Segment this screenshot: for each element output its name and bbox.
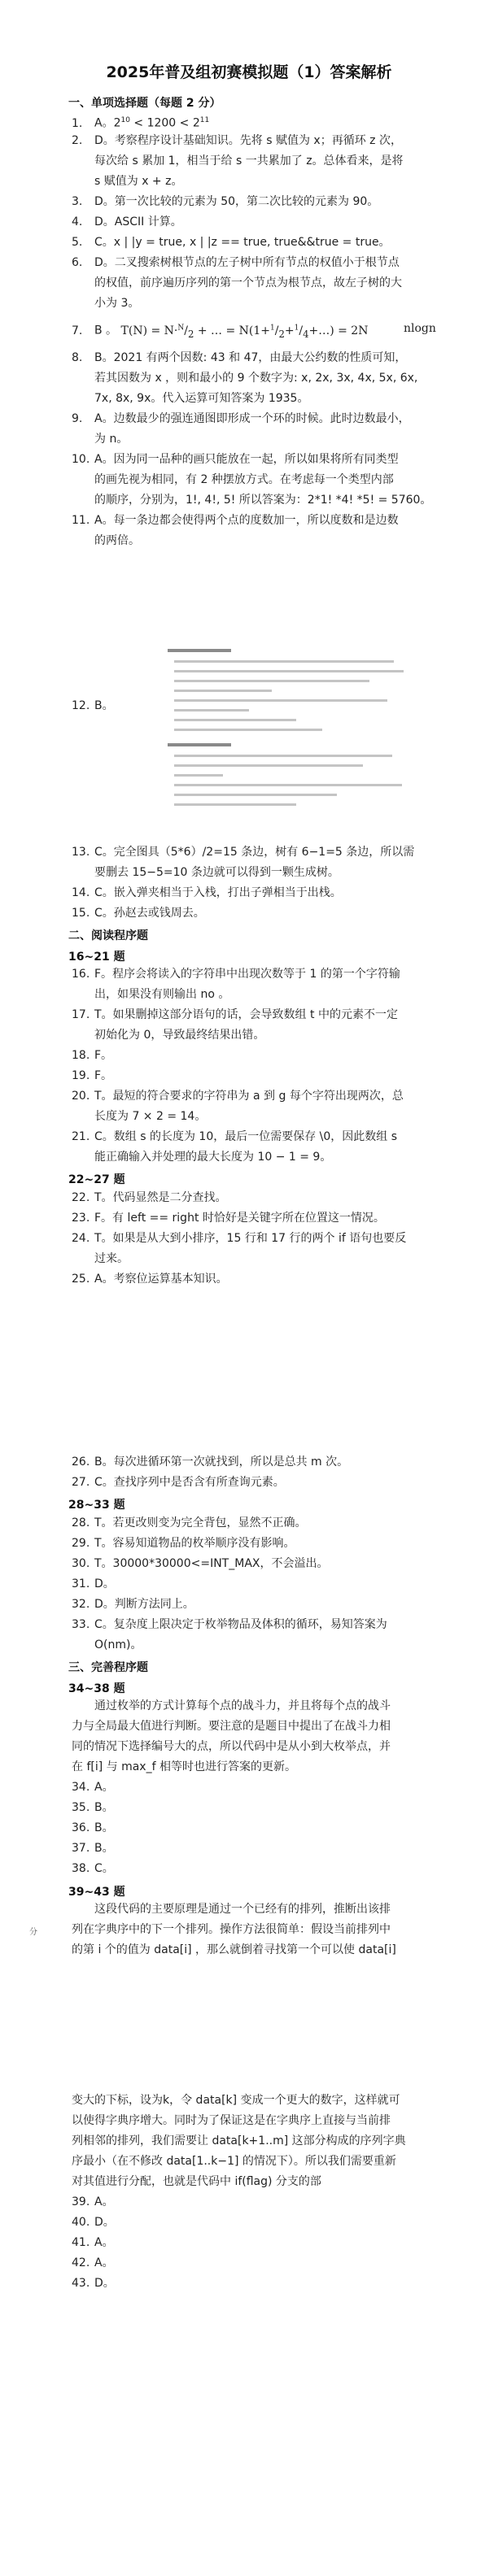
answer-34: 34. A。 <box>72 1781 114 1794</box>
answer-9: 9. A。边数最少的强连通图即形成一个环的时候。此时边数最小， 为 n。 <box>72 412 410 446</box>
answer-32: 32. D。判断方法同上。 <box>72 1598 194 1611</box>
answer-4: 4. D。ASCII 计算。 <box>72 215 182 228</box>
answer-30: 30. T。30000*30000<=INT_MAX，不会溢出。 <box>72 1557 329 1570</box>
answer-10: 10. A。因为同一品种的画只能放在一起，所以如果将所有同类型 的画先视为相同，有 2 种摆放方式。在考虑每一个类型内部 的顺序，分别为，1!, 4!, 5! 所以答案为：2*1! *4! *5! = 5760。 <box>72 453 432 507</box>
group-heading-16-21: 16~21 题 <box>68 951 125 964</box>
answer-13: 13. C。完全图具（5*6）/2=15 条边，树有 6−1=5 条边，所以需 要删去 15−5=10 条边就可以得到一颗生成树。 <box>72 846 415 879</box>
margin-mark: 分 <box>29 1928 37 1937</box>
explanation-34-38: 通过枚举的方式计算每个点的战斗力，并且将每个点的战斗 力与全局最大值进行判断。要注意的是题目中提出了在战斗力相 同的情况下选择编号大的点，所以代码中是从小到大枚举点，并 在 f[i] 与 max_f 相等时也进行答案的更新。 <box>72 1699 391 1773</box>
answer-31: 31. D。 <box>72 1577 115 1590</box>
answer-12: 12. B。 <box>72 699 114 712</box>
group-heading-28-33: 28~33 题 <box>68 1499 125 1512</box>
answer-7-complexity: nlogn <box>404 322 436 335</box>
answer-42: 42. A。 <box>72 2256 114 2269</box>
answer-25: 25. A。考察位运算基本知识。 <box>72 1273 228 1286</box>
answer-6: 6. D。二叉搜索树根节点的左子树中所有节点的权值小于根节点 的权值，前序遍历序列的第一个节点为根节点，故左子树的大 小为 3。 <box>72 256 402 310</box>
answer-20: 20. T。最短的符合要求的字符串为 a 到 g 每个字符出现两次，总 长度为 7 × 2 = 14。 <box>72 1090 404 1123</box>
section-heading-choice: 一、单项选择题（每题 2 分） <box>68 97 221 110</box>
answer-19: 19. F。 <box>72 1069 113 1082</box>
answer-39: 39. A。 <box>72 2195 114 2208</box>
section-heading-reading: 二、阅读程序题 <box>68 929 148 942</box>
answer-40: 40. D。 <box>72 2216 115 2229</box>
answer-43: 43. D。 <box>72 2277 115 2290</box>
answer-38: 38. C。 <box>72 1862 114 1875</box>
answer-26: 26. B。每次进循环第一次就找到，所以是总共 m 次。 <box>72 1456 349 1469</box>
answer-5: 5. C。x | |y = true, x | |z == true, true&&true = true。 <box>72 236 391 249</box>
recurrence-formula: $T(N) = N\cdot^N/_2$ + … = $N(1+^1/_2+^1/_4+\dots) = 2N$ <box>120 324 369 340</box>
answer-33: 33. C。复杂度上限决定于枚举物品及体积的循环，易知答案为 O(nm)。 <box>72 1618 387 1651</box>
answer-23: 23. F。有 left == right 时恰好是关键字所在位置这一情况。 <box>72 1212 385 1225</box>
answer-11: 11. A。每一条边都会使得两个点的度数加一，所以度数和是边数 的两倍。 <box>72 514 399 547</box>
answer-3: 3. D。第一次比较的元素为 50，第二次比较的元素为 90。 <box>72 195 379 208</box>
answer-35: 35. B。 <box>72 1801 114 1814</box>
group-heading-34-38: 34~38 题 <box>68 1682 125 1695</box>
answer-16: 16. F。程序会将读入的字符串中出现次数等于 1 的第一个字符输 出，如果没有则输出 no 。 <box>72 968 400 1001</box>
answer-14: 14. C。嵌入弹夹相当于入栈，打出子弹相当于出栈。 <box>72 886 342 899</box>
explanation-39-43-part2: 变大的下标，设为k，令 data[k] 变成一个更大的数字，这样就可 以使得字典序增大。同时为了保证这是在字典序上直接与当前排 列相邻的排列，我们需要让 data[k+1..m] 这部分构成的序列字典 序最小（在不修改 data[1..k−1] 的情况下）。所以我们需要重新 对其值进行分配，也就是代码中 if(flag) 分支的部 <box>72 2094 406 2188</box>
group-heading-22-27: 22~27 题 <box>68 1173 125 1186</box>
answer-36: 36. B。 <box>72 1821 114 1834</box>
embedded-solution-image <box>168 647 412 818</box>
answer-8: 8. B。2021 有两个因数: 43 和 47，由最大公约数的性质可知， 若其因数为 x ，则和最小的 9 个数字为: x, 2x, 3x, 4x, 5x, 6x, 7x, 8x, 9x。代入运算可知答案为 1935。 <box>72 351 418 405</box>
answer-7: 7. B 。 $T(N) = N\cdot^N/_2$ + … = $N(1+^1/_2+^1/_4+\dots) = 2N$ <box>72 324 369 340</box>
answer-18: 18. F。 <box>72 1049 113 1062</box>
answer-28: 28. T。若更改则变为完全背包，显然不正确。 <box>72 1516 307 1530</box>
answer-2: 2. D。考察程序设计基础知识。先将 s 赋值为 x；再循环 z 次， 每次给 s 累加 1，相当于给 s 一共累加了 z。总体看来，是将 s 赋值为 x + z。 <box>72 134 404 188</box>
answer-1: 1. A。$2^{10} < 1200 < 2^{11}$ <box>72 116 210 130</box>
answer-29: 29. T。容易知道物品的枚举顺序没有影响。 <box>72 1537 295 1550</box>
answer-24: 24. T。如果是从大到小排序，15 行和 17 行的两个 if 语句也要反 过来。 <box>72 1232 407 1265</box>
explanation-39-43-part1: 这段代码的主要原理是通过一个已经有的排列，推断出该排 列在字典序中的下一个排列。操作方法很简单：假设当前排列中 的第 i 个的值为 data[i] ，那么就倒着寻找第一个可以使 data[i] <box>72 1903 396 1956</box>
answer-15: 15. C。孙赵去或钱周去。 <box>72 907 205 920</box>
section-heading-completion: 三、完善程序题 <box>68 1661 148 1674</box>
answer-41: 41. A。 <box>72 2236 114 2249</box>
group-heading-39-43: 39~43 题 <box>68 1886 125 1899</box>
answer-17: 17. T。如果删掉这部分语句的话，会导致数组 t 中的元素不一定 初始化为 0，导致最终结果出错。 <box>72 1008 398 1042</box>
answer-27: 27. C。查找序列中是否含有所查询元素。 <box>72 1476 285 1489</box>
answer-22: 22. T。代码显然是二分查找。 <box>72 1191 227 1204</box>
answer-21: 21. C。数组 s 的长度为 10，最后一位需要保存 \0，因此数组 s 能正确输入并处理的最大长度为 10 − 1 = 9。 <box>72 1130 398 1164</box>
page-title: 2025年普及组初赛模拟题（1）答案解析 <box>106 63 392 81</box>
answer-37: 37. B。 <box>72 1842 114 1855</box>
